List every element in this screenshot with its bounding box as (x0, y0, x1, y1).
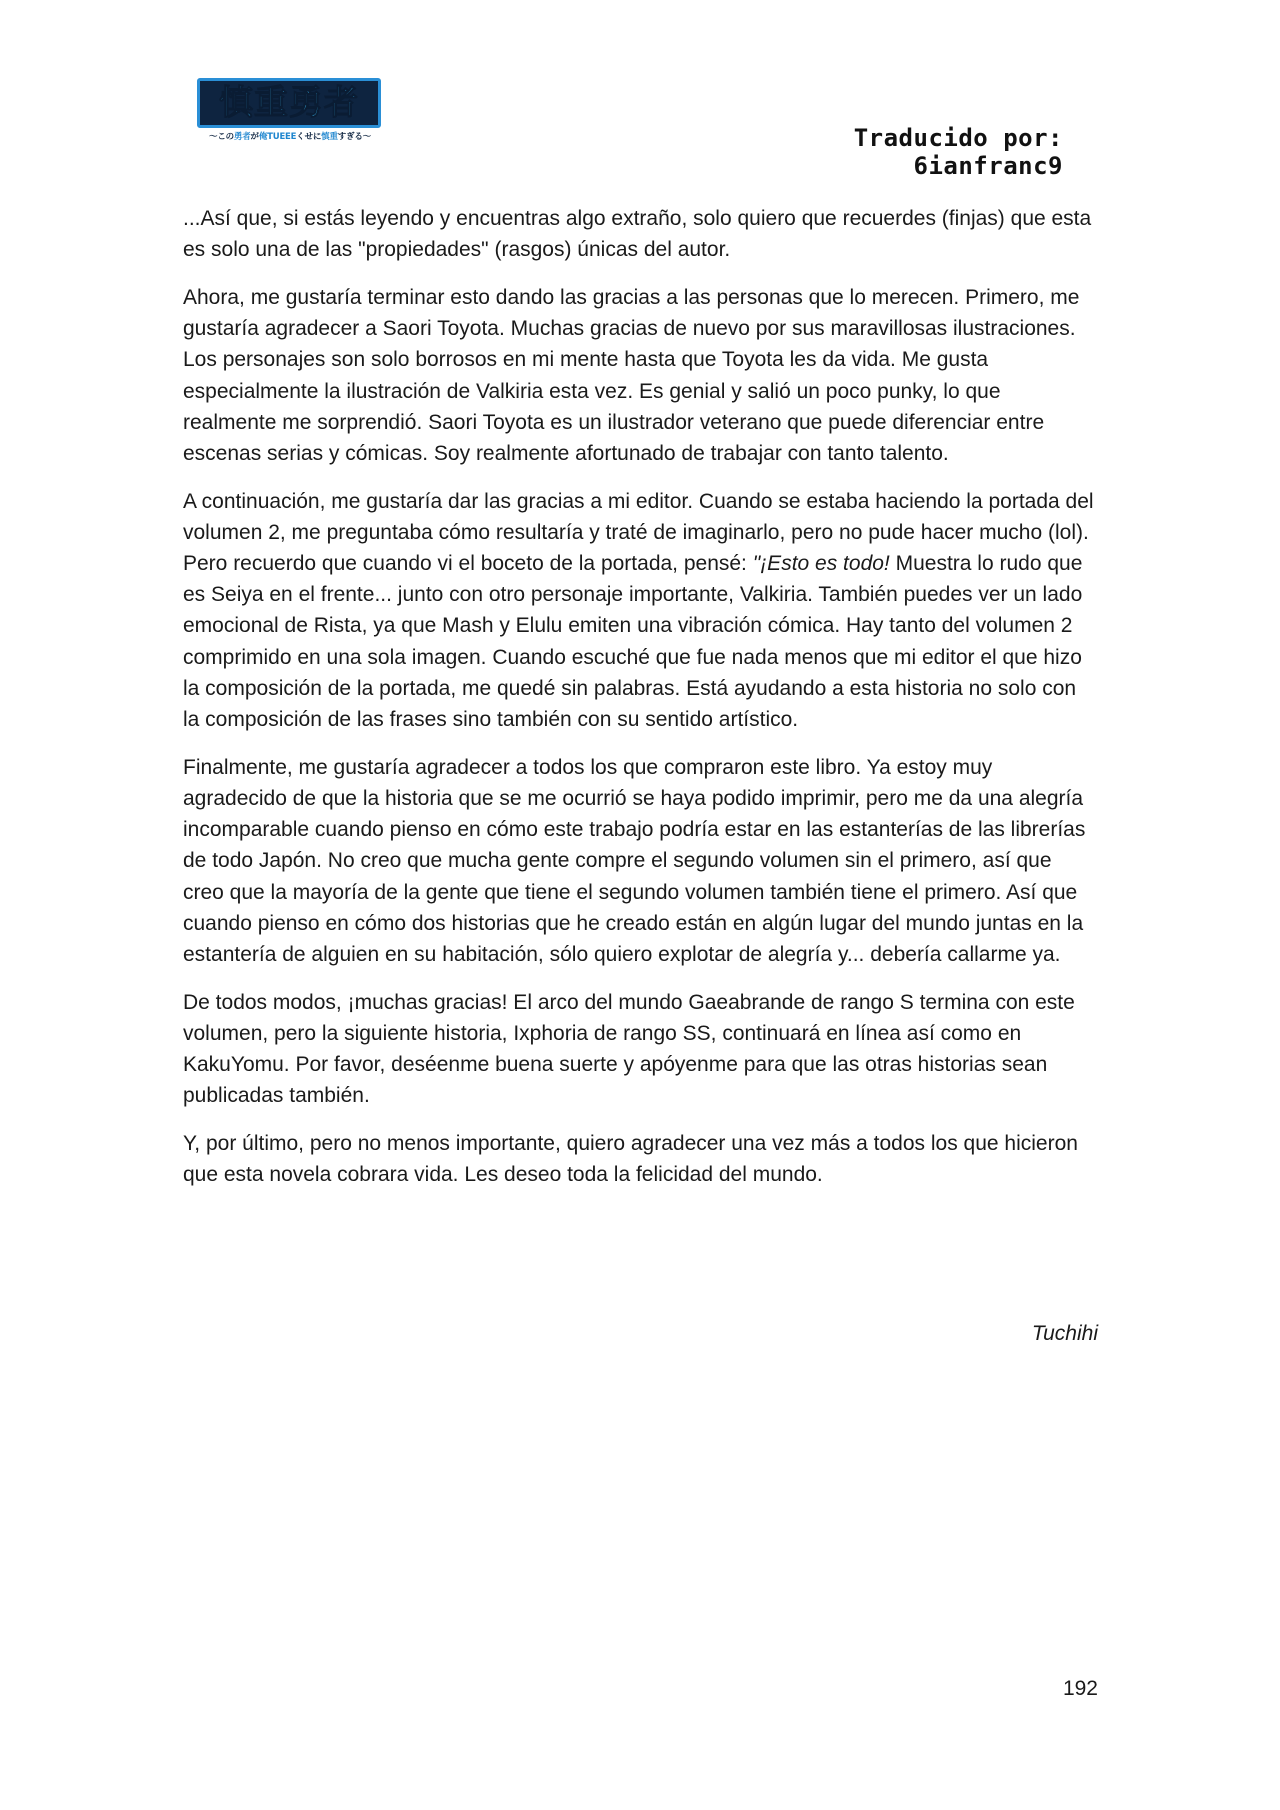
logo-title: 慎重勇者 (219, 83, 359, 123)
page-number: 192 (1062, 1677, 1098, 1700)
logo-subtitle-part: くせに (296, 132, 322, 142)
logo-subtitle-part: 勇者 (233, 132, 251, 142)
logo-subtitle-part: 慎重 (321, 132, 338, 142)
logo-subtitle-part: 俺TUEEE (258, 132, 297, 142)
logo-title-box (197, 78, 381, 128)
paragraph-text: Muestra lo rudo que es Seiya en el frente... junto con otro personaje importante, Valkiria. También puedes ver un lado emocional de Rista, ya que Mash y Elulu emiten una vibración cómica. Hay tanto del volumen 2 comprimido en una sola imagen. Cuando escuché que fue nada menos que mi editor el que hizo la composición de la portada, me quedé sin palabras. Está ayudando a esta historia no solo con la composición de las frases sino también con su sentido artístico. (183, 552, 1083, 732)
logo-subtitle-part: 〜この (209, 132, 234, 142)
paragraph: Finalmente, me gustaría agradecer a todos los que compraron este libro. Ya estoy muy agradecido de que la historia que se me ocurrió se haya podido imprimir, pero me da una alegría incomparable cuando pienso en cómo este trabajo podría estar en las estanterías de las librerías de todo Japón. No creo que mucha gente compre el segundo volumen sin el primero, así que creo que la mayoría de la gente que tiene el segundo volumen también tiene el primero. Así que cuando pienso en cómo dos historias que he creado están en algún lugar del mundo juntas en la estantería de alguien en su habitación, sólo quiero explotar de alegría y... debería callarme ya. (183, 755, 1086, 966)
translator-credit: Traducido por: 6ianfranc9 (853, 124, 1063, 180)
quoted-exclamation: "¡Esto es todo! (752, 552, 890, 576)
paragraph (183, 486, 1098, 736)
logo-subtitle-part: すぎる〜 (337, 132, 371, 142)
paragraph: Y, por último, pero no menos importante, quiero agradecer una vez más a todos los que hicieron que esta novela cobrara vida. Les deseo toda la felicidad del mundo. (183, 1131, 1078, 1187)
logo-subtitle (195, 130, 385, 142)
paragraph: De todos modos, ¡muchas gracias! El arco del mundo Gaeabrande de rango S termina con este volumen, pero la siguiente historia, Ixphoria de rango SS, continuará en línea así como en KakuYomu. Por favor, deséenme buena suerte y apóyenme para que las otras historias sean publicadas también. (183, 990, 1075, 1108)
logo-subtitle-part: が (250, 132, 259, 142)
paragraph-text: A continuación, me gustaría dar las gracias a mi editor. Cuando se estaba haciendo la portada del volumen 2, me preguntaba cómo resultaría y traté de imaginarlo, pero no pude hacer mucho (lol). Pero recuerdo que cuando vi el boceto de la portada, pensé: (183, 489, 1094, 576)
document-body (183, 203, 1098, 1207)
paragraph: ...Así que, si estás leyendo y encuentras algo extraño, solo quiero que recuerdes (finjas) que esta es solo una de las "propiedades" (rasgos) únicas del autor. (183, 207, 1092, 262)
series-logo (195, 78, 385, 144)
paragraph: Ahora, me gustaría terminar esto dando las gracias a las personas que lo merecen. Primero, me gustaría agradecer a Saori Toyota. Muchas gracias de nuevo por sus maravillosas ilustraciones. Los personajes son solo borrosos en mi mente hasta que Toyota les da vida. Me gusta especialmente la ilustración de Valkiria esta vez. Es genial y salió un poco punky, lo que realmente me sorprendió. Saori Toyota es un ilustrador veterano que puede diferenciar entre escenas serias y cómicas. Soy realmente afortunado de trabajar con tanto talento. (183, 285, 1080, 465)
author-signature: Tuchihi (1031, 1322, 1098, 1345)
